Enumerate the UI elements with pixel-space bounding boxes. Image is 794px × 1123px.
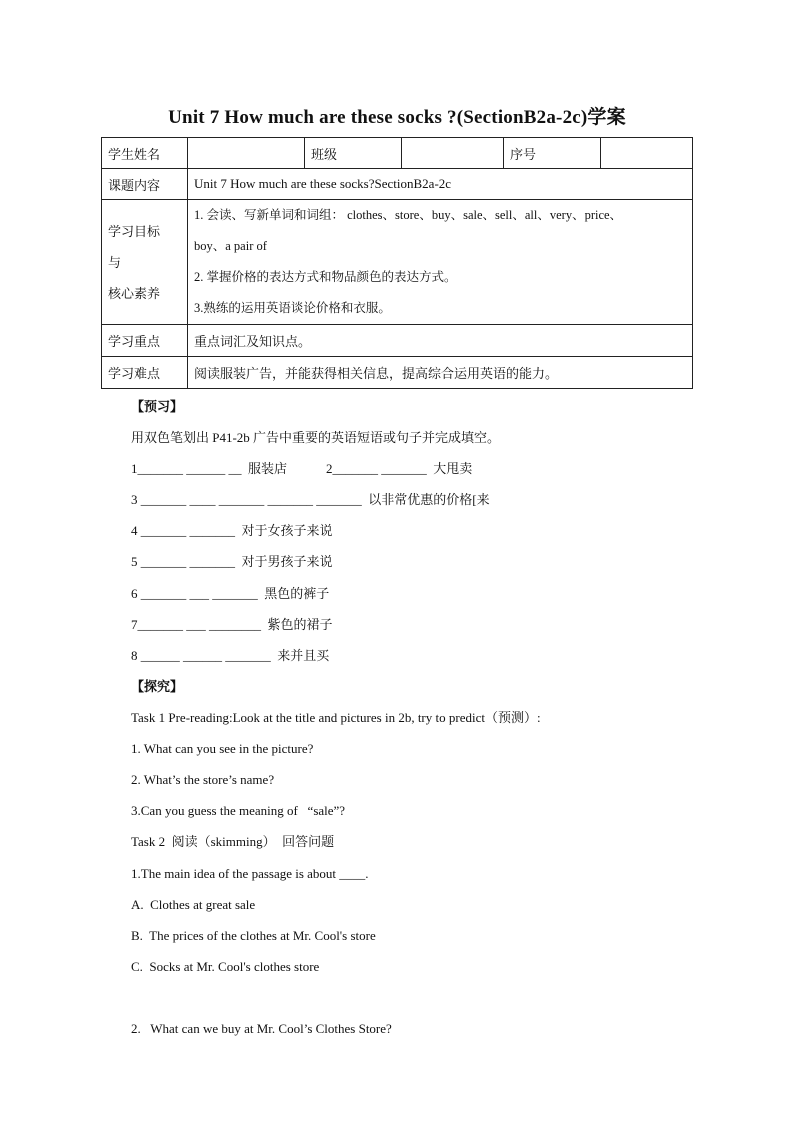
goal-label-line: 学习目标 (108, 223, 161, 239)
preview-item: 1_______ ______ __ 服装店 2_______ _______ 大甩卖 (131, 461, 473, 476)
preview-item: 3 _______ ____ _______ _______ _______ 以非常优惠的价格[来 (131, 492, 490, 507)
seat-cell (601, 138, 693, 169)
topic-label: 课题内容 (102, 169, 188, 200)
seat-label: 序号 (504, 138, 601, 169)
goal-label-line: 与 (108, 254, 122, 270)
table-row (102, 200, 693, 325)
info-table (101, 137, 693, 389)
table-row (102, 325, 693, 357)
question-item: 1. What can you see in the picture? (131, 741, 314, 756)
goal-line: 1. 会读、写新单词和词组： clothes、store、buy、sale、sell、all、very、price、 (194, 208, 623, 222)
preview-item: 4 _______ _______ 对于女孩子来说 (131, 523, 333, 538)
key-points-value: 重点词汇及知识点。 (188, 325, 693, 357)
question-item: 3.Can you guess the meaning of “sale”? (131, 803, 346, 818)
main-idea-question: 1.The main idea of the passage is about ____. (131, 866, 369, 881)
topic-value: Unit 7 How much are these socks?SectionB2a-2c (188, 169, 693, 200)
task2-text: Task 2 阅读（skimming） 回答问题 (131, 834, 335, 849)
difficult-points-value: 阅读服装广告，并能获得相关信息，提高综合运用英语的能力。 (188, 357, 693, 389)
option-c: C. Socks at Mr. Cool's clothes store (131, 959, 320, 974)
preview-item: 8 ______ ______ _______ 来并且买 (131, 648, 330, 663)
goal-value (188, 200, 693, 325)
student-name-cell (188, 138, 305, 169)
student-name-label: 学生姓名 (102, 138, 188, 169)
preview-heading: 【预习】 (131, 399, 184, 414)
class-cell (402, 138, 504, 169)
table-row (102, 169, 693, 200)
goal-line: 2. 掌握价格的表达方式和物品颜色的表达方式。 (194, 270, 457, 284)
option-b: B. The prices of the clothes at Mr. Cool's store (131, 928, 376, 943)
table-row (102, 357, 693, 389)
page-title: Unit 7 How much are these socks ?(SectionB2a-2c)学案 (168, 107, 626, 128)
goal-label-line: 核心素养 (108, 285, 161, 301)
explore-heading: 【探究】 (131, 679, 184, 694)
question-item: 2. What’s the store’s name? (131, 772, 275, 787)
goal-label (102, 200, 188, 325)
preview-instruction: 用双色笔划出 P41-2b 广告中重要的英语短语或句子并完成填空。 (131, 430, 501, 445)
preview-item: 6 _______ ___ _______ 黑色的裤子 (131, 586, 330, 601)
goal-line: 3.熟练的运用英语谈论价格和衣服。 (194, 301, 391, 315)
class-label: 班级 (305, 138, 402, 169)
option-a: A. Clothes at great sale (131, 897, 256, 912)
question-item: 2. What can we buy at Mr. Cool’s Clothes Store? (131, 1021, 392, 1036)
preview-item: 7_______ ___ ________ 紫色的裙子 (131, 617, 333, 632)
task1-text: Task 1 Pre-reading:Look at the title and pictures in 2b, try to predict（预测）: (131, 710, 541, 725)
key-points-label: 学习重点 (102, 325, 188, 357)
goal-line: boy、a pair of (194, 239, 267, 253)
preview-item: 5 _______ _______ 对于男孩子来说 (131, 554, 333, 569)
table-row (102, 138, 693, 169)
difficult-points-label: 学习难点 (102, 357, 188, 389)
